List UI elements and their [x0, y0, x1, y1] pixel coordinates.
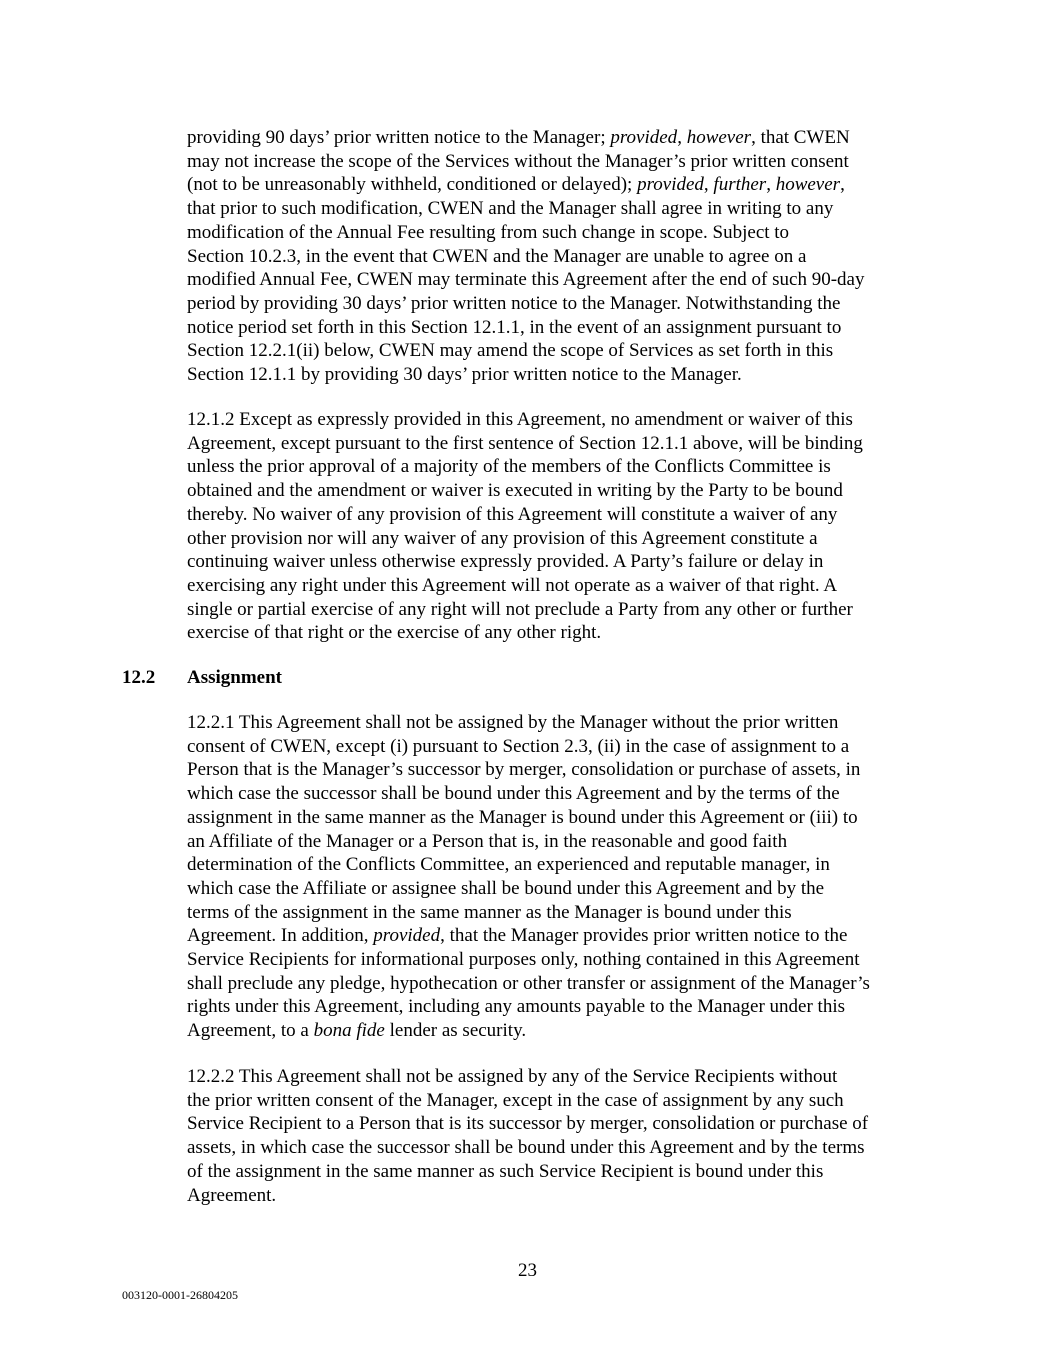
text-line — [187, 948, 947, 972]
text-run: obtained and the amendment or waiver is executed in writing by the Party to be bound — [187, 480, 843, 502]
text-line — [187, 363, 947, 387]
text-line — [187, 598, 947, 622]
text-line — [187, 853, 947, 877]
text-run: determination of the Conflicts Committee, an experienced and reputable manager, in — [187, 854, 830, 876]
document-id: 003120-0001-26804205 — [122, 1288, 238, 1302]
italic-text: provided — [373, 925, 441, 947]
text-line — [187, 621, 947, 645]
text-run: an Affiliate of the Manager or a Person that is, in the reasonable and good faith — [187, 830, 788, 852]
text-run: exercise of that right or the exercise of any other right. — [187, 622, 602, 644]
text-line — [187, 972, 947, 996]
text-run: consent of CWEN, except (i) pursuant to Section 2.3, (ii) in the case of assignment to a — [187, 735, 850, 757]
text-run: modified Annual Fee, CWEN may terminate this Agreement after the end of such 90-day — [187, 269, 865, 291]
text-run: exercising any right under this Agreement will not operate as a waiver of that right. A — [187, 574, 838, 596]
text-run: of the assignment in the same manner as such Service Recipient is bound under this — [187, 1160, 824, 1182]
italic-text: bona fide — [313, 1020, 385, 1042]
text-run: (not to be unreasonably withheld, conditioned or delayed); — [187, 174, 638, 196]
text-line — [187, 830, 947, 854]
text-line — [187, 782, 947, 806]
text-line — [187, 550, 947, 574]
paragraph-12-1-2 — [187, 408, 947, 645]
text-line — [187, 339, 947, 363]
text-line — [187, 901, 947, 925]
text-line — [187, 432, 947, 456]
text-run: assets, in which case the successor shall be bound under this Agreement and by the terms — [187, 1137, 865, 1159]
text-line — [187, 316, 947, 340]
text-run: providing 90 days’ prior written notice to the Manager; — [187, 127, 611, 148]
text-run: notice period set forth in this Section 12.1.1, in the event of an assignment pursuant to — [187, 316, 842, 338]
text-line — [187, 527, 947, 551]
text-line — [187, 173, 947, 197]
text-line — [187, 1112, 947, 1136]
text-run: Service Recipient to a Person that is its successor by merger, consolidation or purchase of — [187, 1113, 869, 1135]
italic-text: provided — [637, 174, 704, 196]
text-run: Agreement. — [187, 1184, 277, 1206]
italic-text: however — [775, 174, 841, 196]
text-line — [187, 408, 947, 432]
text-run: may not increase the scope of the Services without the Manager’s prior written consent — [187, 150, 849, 172]
text-run: shall preclude any pledge, hypothecation or other transfer or assignment of the Manager’s — [187, 972, 870, 994]
text-line — [187, 221, 947, 245]
text-run: modification of the Annual Fee resulting from such change in scope. Subject to — [187, 221, 790, 243]
text-line — [187, 245, 947, 269]
text-run: thereby. No waiver of any provision of this Agreement will constitute a waiver of any — [187, 503, 838, 525]
text-line — [187, 1160, 947, 1184]
section-number: 12.2 — [122, 667, 156, 688]
text-run: which case the Affiliate or assignee shall be bound under this Agreement and by the — [187, 877, 825, 899]
paragraph-12-2-1 — [187, 711, 947, 1043]
text-run: , — [703, 174, 714, 196]
text-line — [187, 1065, 947, 1089]
text-line — [187, 503, 947, 527]
text-run: terms of the assignment in the same manner as the Manager is bound under this — [187, 901, 792, 923]
text-line — [187, 150, 947, 174]
text-line — [187, 1019, 947, 1043]
paragraph-12-2-2 — [187, 1065, 947, 1207]
text-run: , that CWEN — [751, 127, 850, 148]
text-run: 12.1.2 Except as expressly provided in this Agreement, no amendment or waiver of this — [187, 409, 853, 430]
text-run: Section 12.2.1(ii) below, CWEN may amend the scope of Services as set forth in this — [187, 340, 834, 362]
text-run: 12.2.2 This Agreement shall not be assigned by any of the Service Recipients without — [187, 1066, 838, 1087]
text-line — [187, 758, 947, 782]
text-line — [187, 877, 947, 901]
text-run: 12.2.1 This Agreement shall not be assigned by the Manager without the prior written — [187, 712, 839, 733]
text-run: Agreement, to a — [187, 1020, 314, 1042]
text-line — [187, 711, 947, 735]
text-line — [187, 806, 947, 830]
paragraph-12-1-1-continued — [187, 126, 947, 387]
text-run: Agreement. In addition, — [187, 925, 374, 947]
text-run: Agreement, except pursuant to the first sentence of Section 12.1.1 above, will be binding — [187, 432, 863, 454]
text-line — [187, 292, 947, 316]
text-run: rights under this Agreement, including any amounts payable to the Manager under this — [187, 996, 845, 1018]
text-run: period by providing 30 days’ prior written notice to the Manager. Notwithstanding the — [187, 292, 841, 314]
text-run: unless the prior approval of a majority of the members of the Conflicts Committee is — [187, 456, 831, 478]
text-run: lender as security. — [384, 1020, 527, 1042]
italic-text: however — [686, 127, 752, 148]
text-line — [187, 1184, 947, 1208]
text-line — [187, 735, 947, 759]
text-line — [187, 197, 947, 221]
text-run: , — [840, 174, 845, 196]
text-run: Section 10.2.3, in the event that CWEN and the Manager are unable to agree on a — [187, 245, 807, 267]
text-line — [187, 268, 947, 292]
text-run: continuing waiver unless otherwise expressly provided. A Party’s failure or delay in — [187, 551, 824, 573]
italic-text: provided — [610, 127, 678, 148]
italic-text: further — [713, 174, 767, 196]
text-line — [187, 924, 947, 948]
text-run: , that the Manager provides prior written notice to the — [440, 925, 848, 947]
text-run: assignment in the same manner as the Manager is bound under this Agreement or (iii) to — [187, 806, 858, 828]
text-run: , — [677, 127, 687, 148]
text-line — [187, 126, 947, 150]
text-line — [187, 1136, 947, 1160]
text-run: single or partial exercise of any right will not preclude a Party from any other or further — [187, 598, 853, 620]
text-run: the prior written consent of the Manager, except in the case of assignment by any such — [187, 1089, 844, 1111]
page-number: 23 — [518, 1260, 537, 1281]
text-run: which case the successor shall be bound under this Agreement and by the terms of the — [187, 783, 840, 805]
text-line — [187, 479, 947, 503]
section-title: Assignment — [187, 667, 283, 688]
text-line — [187, 1089, 947, 1113]
text-run: that prior to such modification, CWEN and the Manager shall agree in writing to any — [187, 198, 834, 220]
text-line — [187, 574, 947, 598]
section-heading-12-2 — [122, 666, 282, 689]
text-run: other provision nor will any waiver of any provision of this Agreement constitute a — [187, 527, 818, 549]
text-line — [187, 995, 947, 1019]
text-line — [187, 455, 947, 479]
text-run: Section 12.1.1 by providing 30 days’ prior written notice to the Manager. — [187, 364, 742, 386]
text-run: Person that is the Manager’s successor by merger, consolidation or purchase of assets, in — [187, 759, 861, 781]
text-run: , — [766, 174, 776, 196]
text-run: Service Recipients for informational purposes only, nothing contained in this Agreement — [187, 949, 860, 971]
